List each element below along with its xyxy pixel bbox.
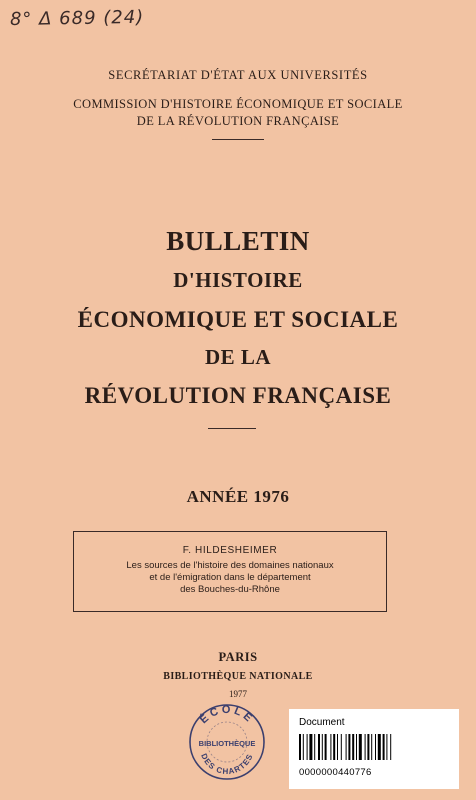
barcode-number: 0000000440776 bbox=[299, 767, 372, 778]
title-line-5: RÉVOLUTION FRANÇAISE bbox=[84, 383, 392, 408]
publication-year: 1977 bbox=[229, 689, 247, 699]
barcode-icon bbox=[299, 734, 417, 760]
svg-text:ÉCOLE bbox=[197, 704, 256, 726]
commission-line-1: COMMISSION D'HISTOIRE ÉCONOMIQUE ET SOCIALE bbox=[73, 97, 403, 111]
article-title-line-1: Les sources de l'histoire des domaines nationaux bbox=[126, 560, 334, 571]
publisher-name: BIBLIOTHÈQUE NATIONALE bbox=[163, 671, 313, 682]
stamp-middle-text: BIBLIOTHÈQUE bbox=[198, 739, 256, 748]
article-box bbox=[73, 531, 387, 612]
year-heading: ANNÉE 1976 bbox=[186, 487, 290, 506]
title-line-2: D'HISTOIRE bbox=[173, 268, 303, 292]
handwritten-shelfmark: 8° Δ 689 (24) bbox=[9, 6, 145, 31]
article-title-line-3: des Bouches-du-Rhône bbox=[180, 584, 280, 595]
article-title-line-2: et de l'émigration dans le département bbox=[149, 572, 311, 583]
commission-line-2: DE LA RÉVOLUTION FRANÇAISE bbox=[136, 114, 340, 128]
article-title bbox=[74, 560, 386, 596]
commission-heading bbox=[0, 96, 476, 130]
title-divider bbox=[208, 428, 256, 429]
article-author: F. HILDESHEIMER bbox=[182, 545, 278, 556]
title-line-1: BULLETIN bbox=[166, 226, 310, 256]
title-line-3: ÉCONOMIQUE ET SOCIALE bbox=[77, 307, 399, 332]
header-divider bbox=[212, 139, 264, 140]
ministry-heading: SECRÉTARIAT D'ÉTAT AUX UNIVERSITÉS bbox=[108, 68, 368, 82]
barcode-label-title: Document bbox=[299, 717, 345, 728]
barcode-label bbox=[289, 709, 459, 789]
stamp-top-text: ÉCOLE bbox=[197, 703, 257, 727]
stamp-bottom-text: DES CHARTES bbox=[199, 752, 255, 777]
publisher-city: PARIS bbox=[218, 650, 258, 664]
title-line-4: DE LA bbox=[204, 345, 272, 369]
library-stamp bbox=[188, 703, 266, 781]
